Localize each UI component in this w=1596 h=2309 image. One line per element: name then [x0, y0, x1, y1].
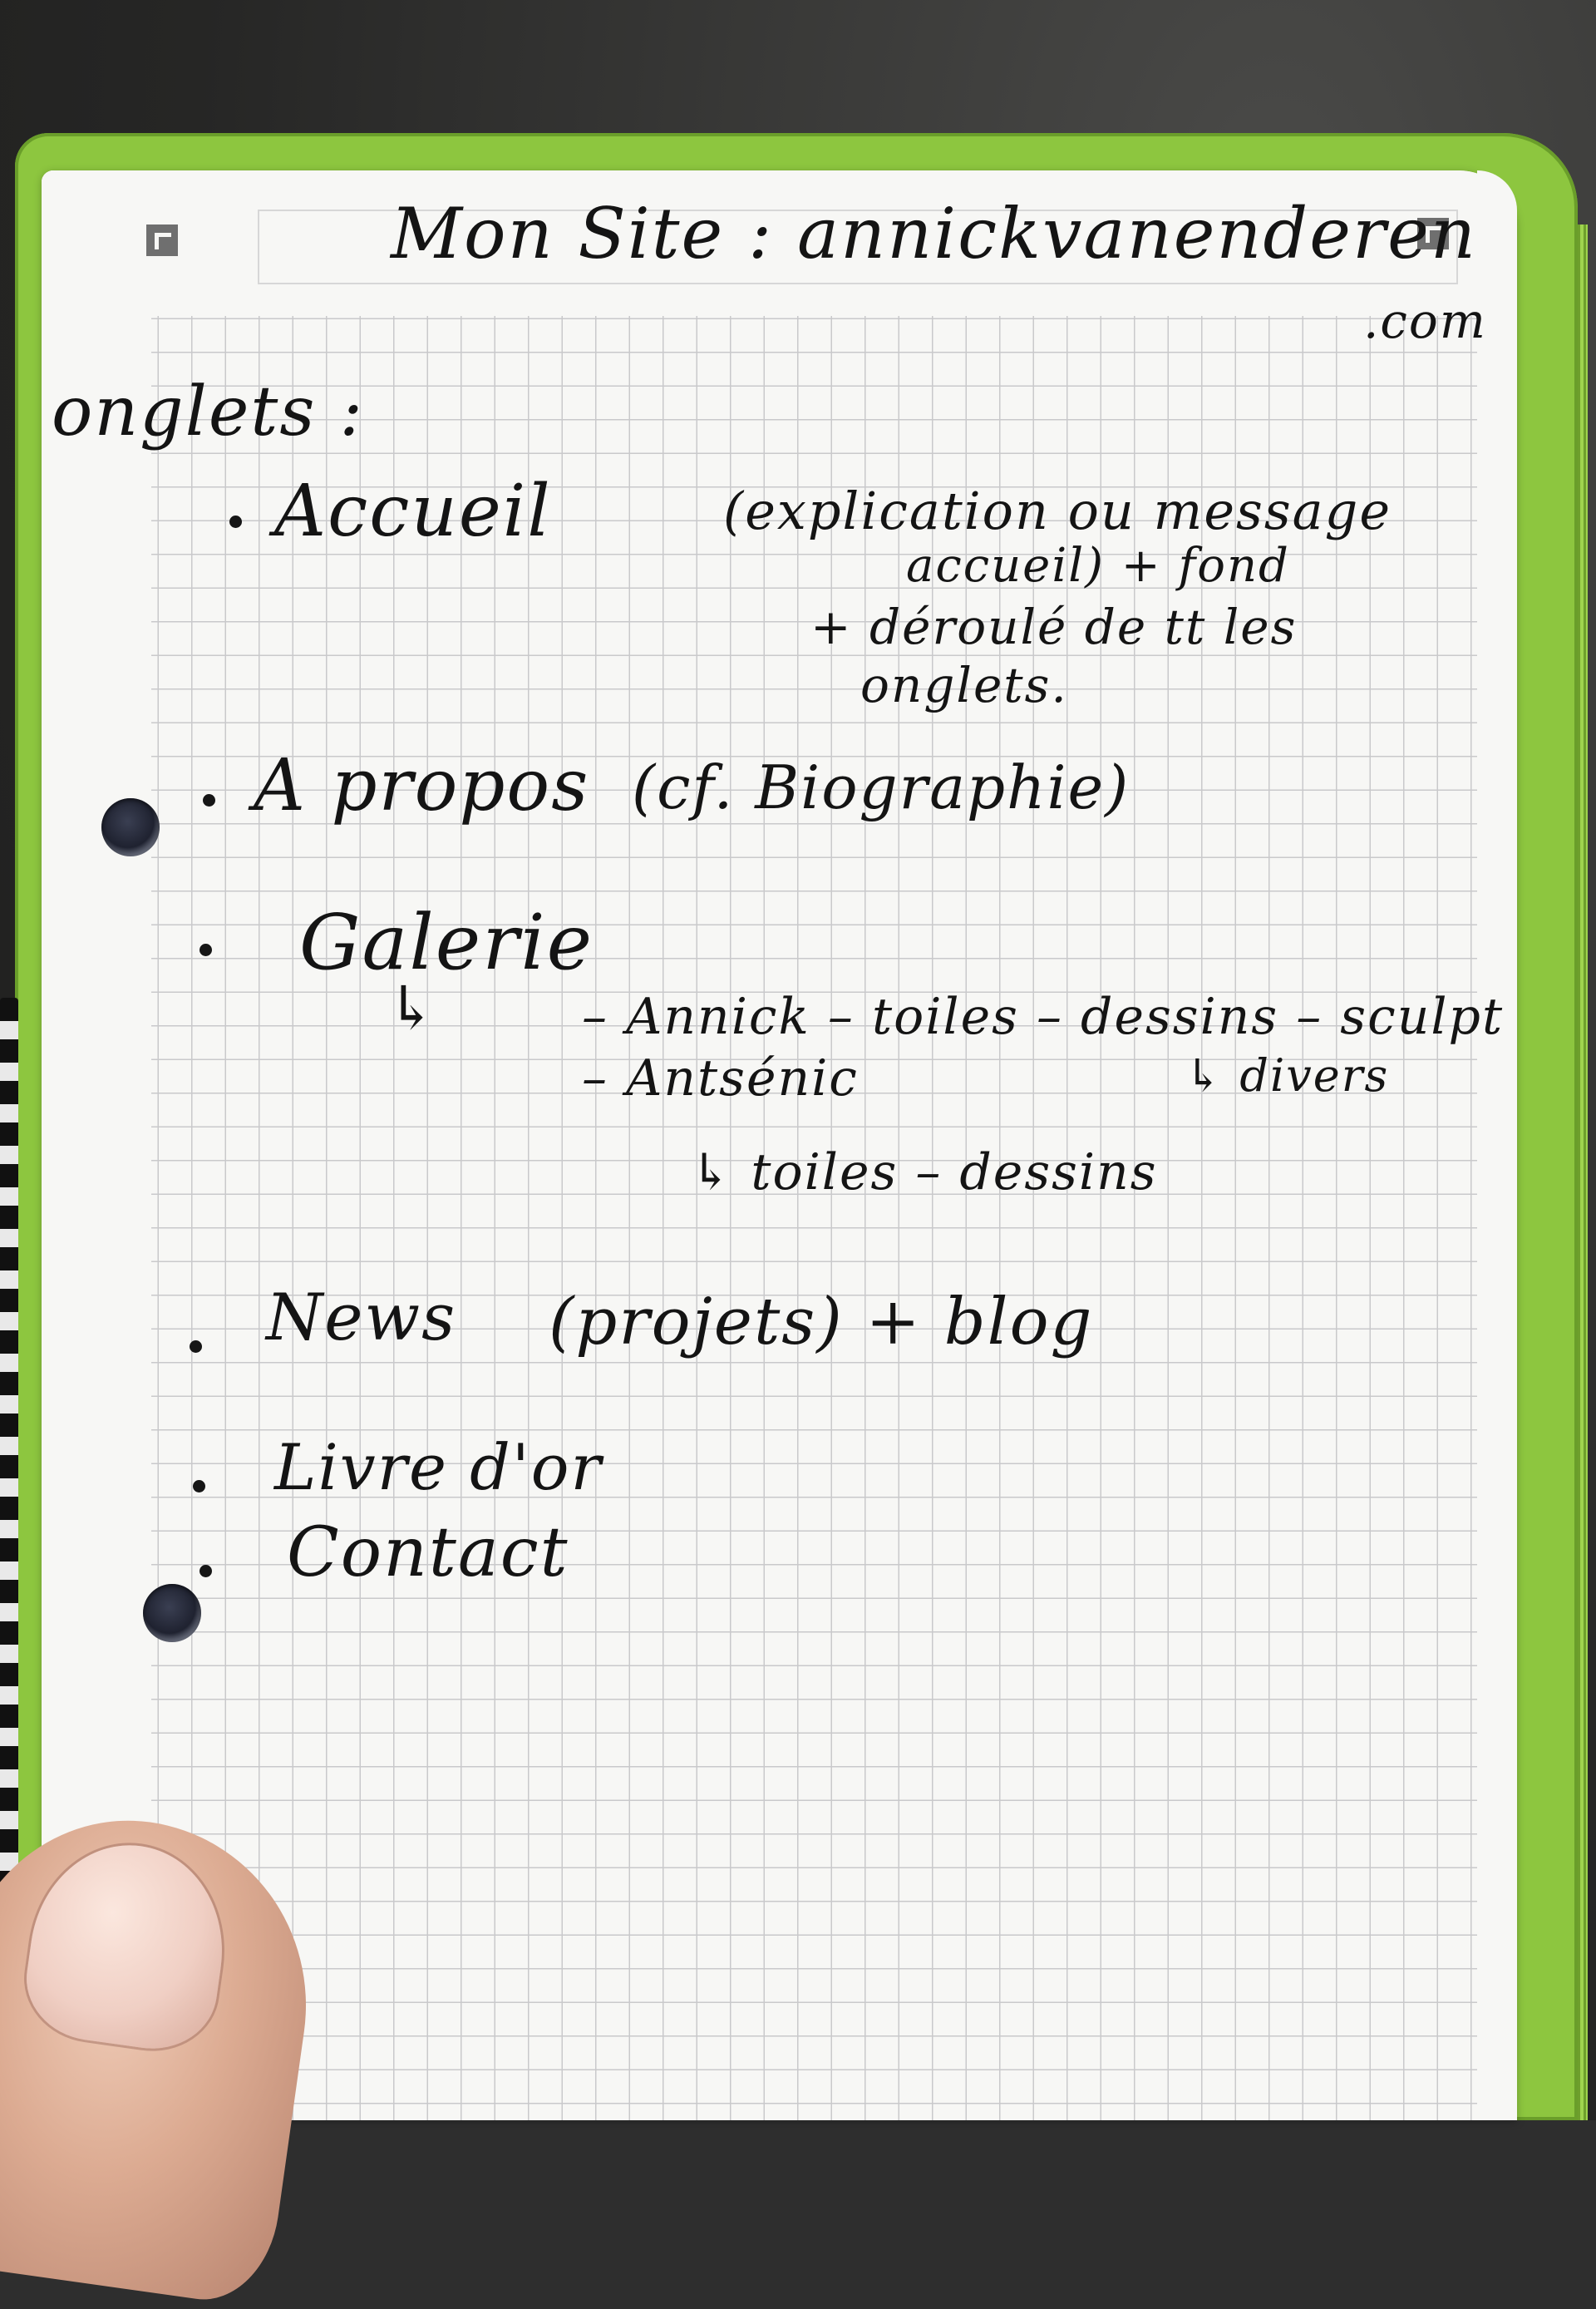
section-label: onglets : — [52, 372, 365, 451]
item-livredor-label: Livre d'or — [274, 1430, 603, 1504]
bullet — [229, 516, 242, 528]
bullet — [203, 794, 215, 807]
thumbnail-nail — [19, 1833, 236, 2057]
item-galerie-sub: ↳ toiles – dessins — [690, 1143, 1158, 1201]
arrow-icon: ↳ — [387, 973, 439, 1043]
item-news-label: News — [266, 1280, 457, 1355]
item-apropos-note: (cf. Biographie) — [632, 752, 1130, 822]
item-apropos-label: A propos — [254, 744, 590, 827]
item-accueil-note: + déroulé de tt les — [810, 599, 1298, 655]
item-news-note: (projets) + blog — [549, 1285, 1094, 1359]
item-accueil-note: (explication ou message — [723, 481, 1392, 541]
bullet — [200, 1565, 212, 1577]
page-title-domain: .com — [1363, 293, 1487, 349]
item-galerie-sub: ↳ divers — [1185, 1049, 1390, 1102]
item-galerie-sub: – Annick – toiles – dessins – sculpt — [582, 988, 1505, 1046]
spiral-binding — [0, 998, 18, 1971]
item-accueil-label: Accueil — [274, 470, 552, 553]
punch-hole — [101, 798, 160, 856]
item-galerie-sub: – Antsénic — [582, 1049, 859, 1108]
page-right-margin — [1477, 170, 1517, 2120]
bullet — [190, 1340, 202, 1353]
page-title: Mon Site : annickvanenderen — [391, 193, 1477, 274]
item-accueil-note: onglets. — [860, 657, 1068, 713]
punch-hole — [143, 1584, 201, 1642]
bullet — [193, 1480, 205, 1492]
item-accueil-note: accueil) + fond — [906, 539, 1290, 593]
item-contact-label: Contact — [287, 1513, 569, 1592]
item-galerie-label: Galerie — [299, 898, 594, 987]
bullet — [200, 944, 212, 956]
corner-mark-icon — [146, 224, 178, 256]
